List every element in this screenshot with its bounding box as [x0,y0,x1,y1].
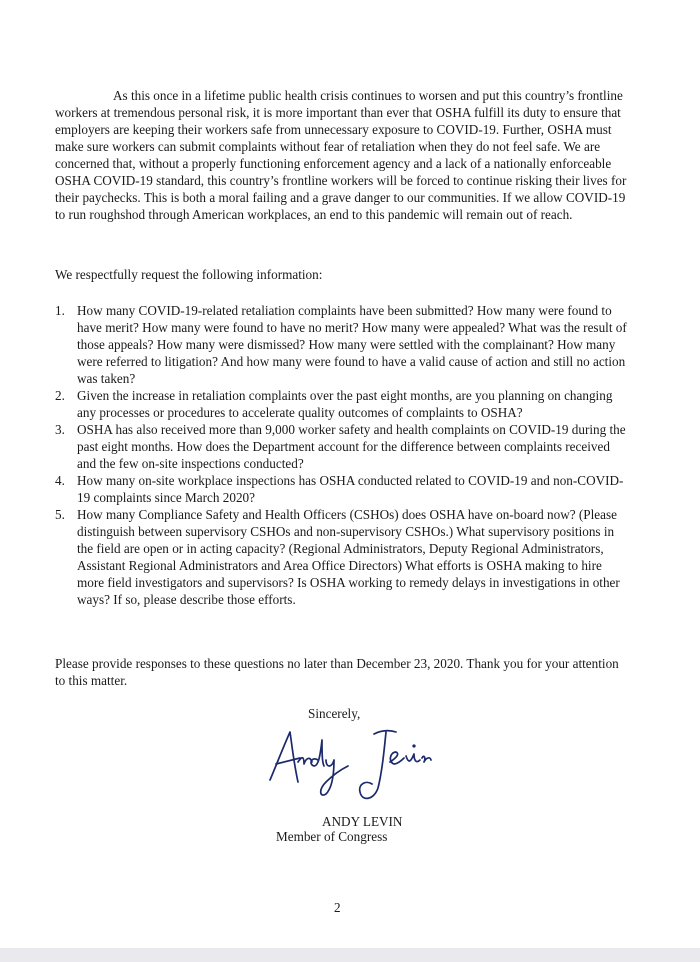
question-item-3 [55,421,627,472]
question-text: How many on-site workplace inspections has OSHA conducted related to COVID-19 and non-COVID-19 complaints since March 2020? [77,473,624,505]
question-text: OSHA has also received more than 9,000 worker safety and health complaints on COVID-19 during the past eight months. How does the Department account for the difference between complaints received and the few on-site inspections conducted? [77,422,626,471]
request-intro: We respectfully request the following information: [55,267,323,282]
question-number: 3. [55,422,65,437]
question-item-4 [55,472,627,506]
sign-off: Sincerely, [308,706,361,721]
handwritten-signature [262,722,432,812]
question-number: 1. [55,303,65,318]
question-list [55,302,627,608]
intro-paragraph: As this once in a lifetime public health crisis continues to worsen and put this country’s frontline workers at tremendous personal risk, it is more important than ever that OSHA fulfill its duty to ensure that employers are keeping their workers safe from unnecessary exposure to COVID-19. Further, OSHA must make sure workers can submit complaints without fear of retaliation when they do not feel safe. We are concerned that, without a properly functioning enforcement agency and a lack of a nationally enforceable OSHA COVID-19 standard, this country’s frontline workers will be forced to continue risking their lives for their paychecks. This is both a moral failing and a grave danger to our communities. If we allow COVID-19 to run roughshod through American workplaces, an end to this pandemic will remain out of reach. [55,88,627,222]
signatory-name: ANDY LEVIN [322,814,403,829]
question-text: How many COVID-19-related retaliation complaints have been submitted? How many were found to have merit? How many were found to have no merit? How many were appealed? What was the result of those appeals? How many were dismissed? How many were settled with the complainant? How many were referred to litigation? And how many were found to have a valid cause of action and still no action was taken? [77,303,627,386]
question-text: Given the increase in retaliation complaints over the past eight months, are you planning on changing any processes or procedures to accelerate quality outcomes of complaints to OSHA? [77,388,613,420]
question-number: 4. [55,473,65,488]
question-item-2 [55,387,627,421]
signatory-title: Member of Congress [276,829,388,844]
closing-paragraph: Please provide responses to these questions no later than December 23, 2020. Thank you for your attention to this matter. [55,656,619,688]
page-number: 2 [334,900,341,915]
question-number: 5. [55,507,65,522]
question-text: How many Compliance Safety and Health Officers (CSHOs) does OSHA have on-board now? (Please distinguish between supervisory CSHOs and non-supervisory CSHOs.) What supervisory positions in the field are open or in acting capacity? (Regional Administrators, Deputy Regional Administrators, Assistant Regional Administrators and Area Office Directors) What efforts is OSHA making to hire more field investigators and supervisors? Is OSHA working to remedy delays in investigations in other ways? If so, please describe those efforts. [77,507,620,607]
question-number: 2. [55,388,65,403]
question-item-5 [55,506,627,608]
question-item-1 [55,302,627,387]
